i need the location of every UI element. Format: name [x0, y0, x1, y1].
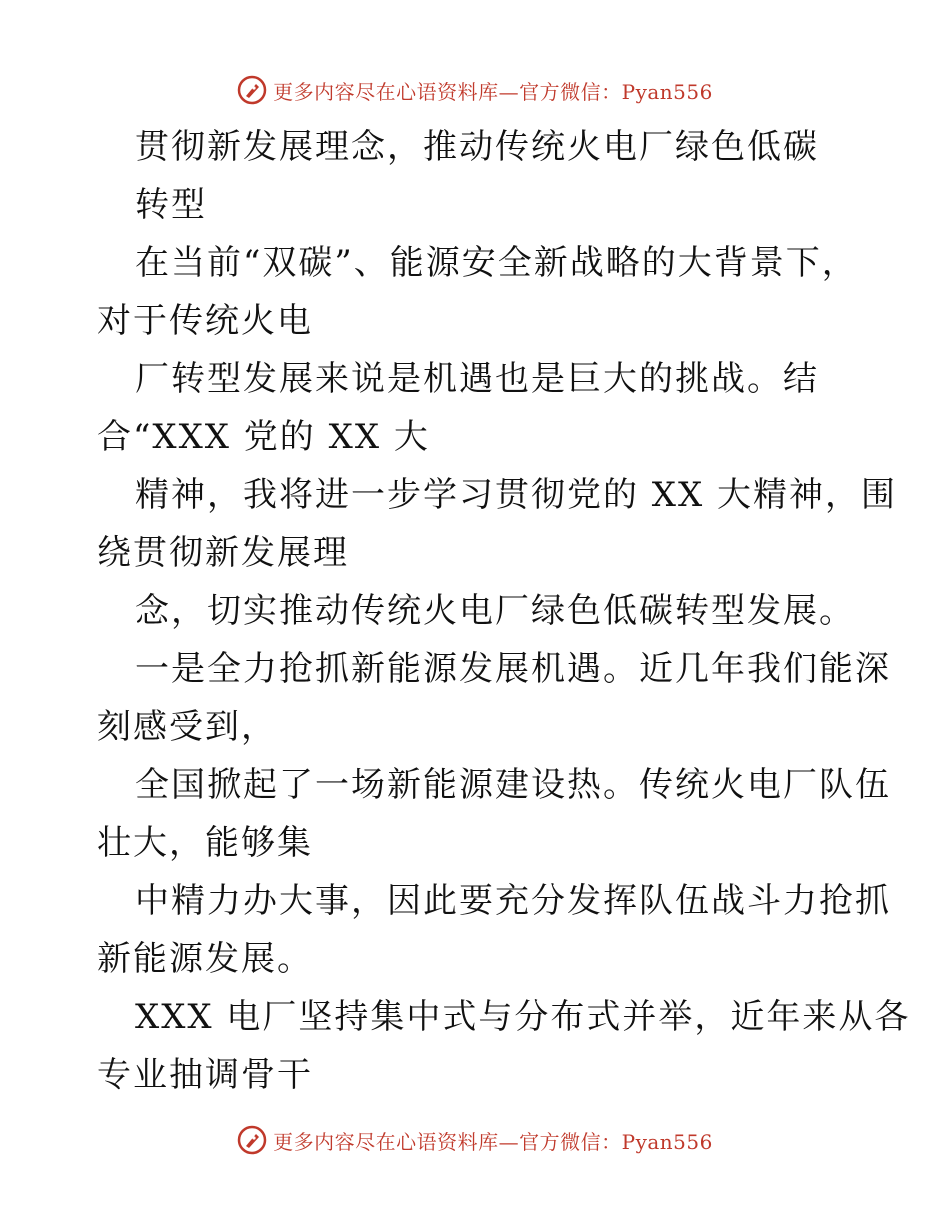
text-line: XXX 电厂坚持集中式与分布式并举，近年来从各	[135, 997, 911, 1037]
footer-watermark	[0, 1120, 950, 1160]
text-line: 新能源发展。	[97, 939, 313, 979]
text-line: 刻感受到，	[97, 707, 277, 747]
watermark-text: 更多内容尽在心语资料库—官方微信：Pyan556	[273, 79, 713, 104]
header-watermark	[0, 70, 950, 110]
text-line: 壮大，能够集	[97, 823, 313, 863]
text-line: 厂转型发展来说是机遇也是巨大的挑战。结	[135, 359, 819, 399]
text-line: 贯彻新发展理念，推动传统火电厂绿色低碳	[135, 127, 819, 167]
text-line: 念，切实推动传统火电厂绿色低碳转型发展。	[135, 591, 855, 631]
text-line: 专业抽调骨干	[97, 1055, 313, 1095]
pen-nib-logo-icon	[237, 1125, 267, 1155]
text-line: 对于传统火电	[97, 301, 313, 341]
text-line: 全国掀起了一场新能源建设热。传统火电厂队伍	[135, 765, 891, 805]
text-line: 中精力办大事，因此要充分发挥队伍战斗力抢抓	[135, 881, 891, 921]
watermark-text: 更多内容尽在心语资料库—官方微信：Pyan556	[273, 1129, 713, 1154]
text-line: 一是全力抢抓新能源发展机遇。近几年我们能深	[135, 649, 891, 689]
text-line: 绕贯彻新发展理	[97, 533, 349, 573]
text-line: 转型	[135, 185, 207, 225]
pen-nib-logo-icon	[237, 75, 267, 105]
text-line: 在当前“双碳”、能源安全新战略的大背景下，	[135, 243, 858, 283]
text-line: 精神，我将进一步学习贯彻党的 XX 大精神，围	[135, 475, 898, 515]
text-line: 合“XXX 党的 XX 大	[97, 417, 430, 457]
